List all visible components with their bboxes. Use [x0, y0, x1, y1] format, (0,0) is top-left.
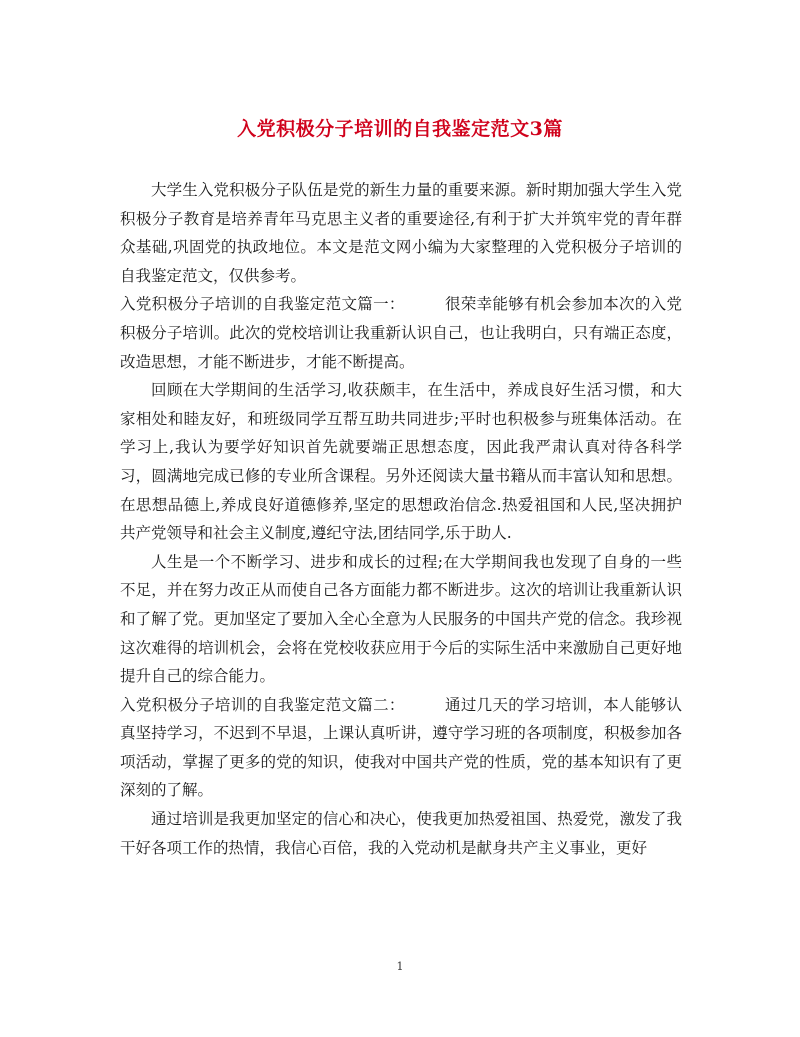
essay-one-heading: 入党积极分子培训的自我鉴定范文篇一：	[120, 295, 405, 314]
page-number: 1	[396, 960, 404, 973]
essay-two-opening: 通过几天的学习培训，本人能够认真坚持学习，不迟到不早退，上课认真听讲，遵守学习班的各项制度，积极参加各项活动，掌握了更多的党的知识，使我对中国共产党的性质，党的基本知识有了更深刻的了解。	[120, 695, 682, 800]
essay-one-paragraph-2: 回顾在大学期间的生活学习,收获颇丰，在生活中，养成良好生活习惯，和大家相处和睦友好，和班级同学互帮互助共同进步;平时也积极参与班集体活动。在学习上,我认为要学好知识首先就要端正思想态度，因此我严肃认真对待各科学习，圆满地完成已修的专业所含课程。另外还阅读大量书籍从而丰富认知和思想。在思想品德上,养成良好道德修养,坚定的思想政治信念.热爱祖国和人民,坚决拥护共产党领导和社会主义制度,遵纪守法,团结同学,乐于助人.	[120, 381, 682, 543]
essay-one-paragraph	[120, 290, 682, 376]
essay-two-paragraph	[120, 691, 682, 805]
document-title: 入党积极分子培训的自我鉴定范文3篇	[237, 118, 563, 140]
document-body	[120, 176, 682, 862]
essay-two-heading: 入党积极分子培训的自我鉴定范文篇二：	[120, 695, 405, 714]
essay-two-paragraph-2: 通过培训是我更加坚定的信心和决心，使我更加热爱祖国、热爱党，激发了我干好各项工作的热情，我信心百倍，我的入党动机是献身共产主义事业，更好	[120, 810, 682, 857]
intro-paragraph: 大学生入党积极分子队伍是党的新生力量的重要来源。新时期加强大学生入党积极分子教育是培养青年马克思主义者的重要途径,有利于扩大并筑牢党的青年群众基础,巩固党的执政地位。本文是范文网小编为大家整理的入党积极分子培训的自我鉴定范文，仅供参考。	[120, 181, 682, 285]
essay-one-opening: 很荣幸能够有机会参加本次的入党积极分子培训。此次的党校培训让我重新认识自己，也让我明白，只有端正态度，改造思想，才能不断进步，才能不断提高。	[120, 295, 682, 371]
essay-one-paragraph-3: 人生是一个不断学习、进步和成长的过程;在大学期间我也发现了自身的一些不足，并在努力改正从而使自己各方面能力都不断进步。这次的培训让我重新认识和了解了党。更加坚定了要加入全心全意为人民服务的中国共产党的信念。我珍视这次难得的培训机会，会将在党校收获应用于今后的实际生活中来激励自己更好地提升自己的综合能力。	[120, 552, 682, 686]
